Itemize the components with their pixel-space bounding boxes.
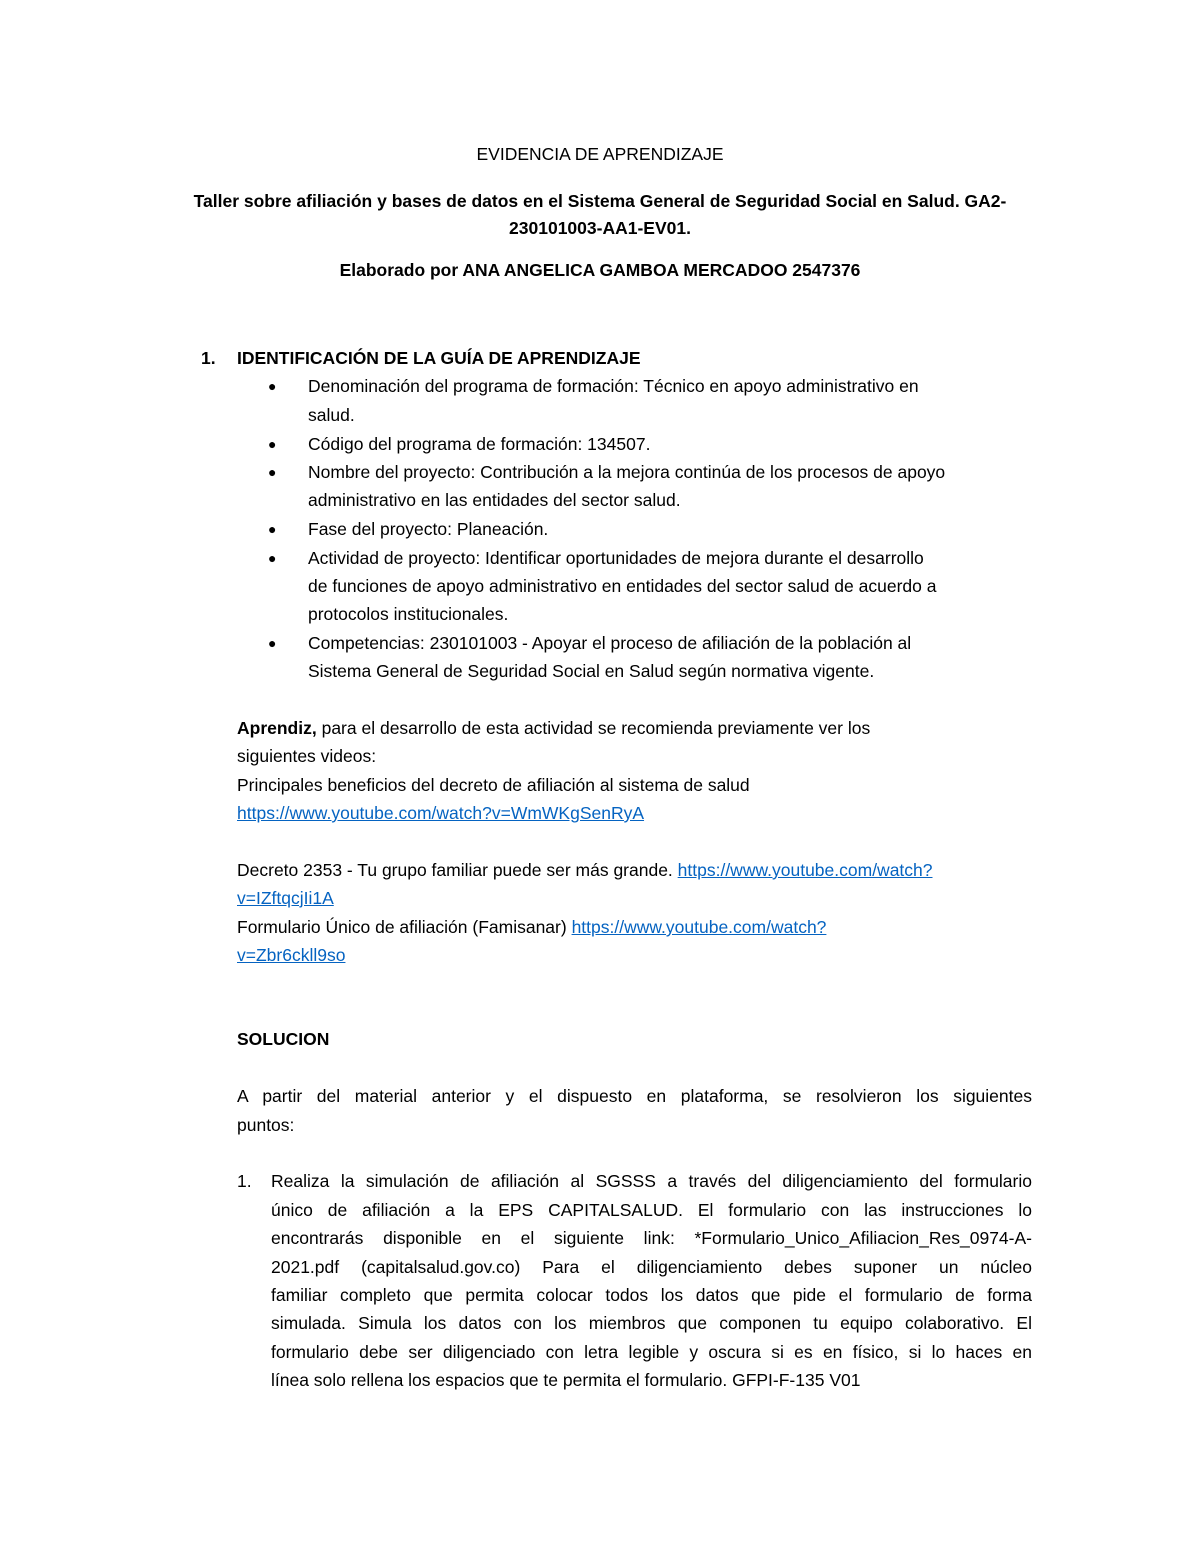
list-item-continuation: salud. <box>308 405 355 425</box>
list-item: Nombre del proyecto: Contribución a la mejora continúa de los procesos de apoyo <box>308 462 946 482</box>
video-1-link[interactable]: https://www.youtube.com/watch?v=WmWKgSenRyA <box>237 803 645 823</box>
list-item-continuation: administrativo en las entidades del sector salud. <box>308 490 681 510</box>
videos-intro-line-2: siguientes videos: <box>237 746 377 766</box>
solution-item-line: encontrarás disponible en el siguiente link: *Formulario_Unico_Afiliacion_Res_0974-A- <box>271 1228 1032 1248</box>
video-1-link-row <box>237 799 644 828</box>
bullet-icon: ● <box>268 521 277 537</box>
bullet-icon: ● <box>268 464 277 480</box>
videos-intro-rest: para el desarrollo de esta actividad se recomienda previamente ver los <box>316 718 871 738</box>
video-3-row <box>237 913 826 942</box>
list-item: Denominación del programa de formación: Técnico en apoyo administrativo en <box>308 376 919 396</box>
solution-item-line: único de afiliación a la EPS CAPITALSALUD. El formulario con las instrucciones lo <box>271 1200 1032 1220</box>
list-item: Competencias: 230101003 - Apoyar el proceso de afiliación de la población al <box>308 633 912 653</box>
list-item: Fase del proyecto: Planeación. <box>308 519 549 539</box>
video-3-link-continuation[interactable]: v=Zbr6ckll9so <box>237 945 346 965</box>
subtitle-line-2: 230101003-AA1-EV01. <box>509 218 691 238</box>
video-2-link[interactable]: https://www.youtube.com/watch? <box>677 860 933 880</box>
list-item: Código del programa de formación: 134507. <box>308 434 651 454</box>
list-item-continuation: de funciones de apoyo administrativo en entidades del sector salud de acuerdo a <box>308 576 937 596</box>
solution-item-line: Realiza la simulación de afiliación al SGSSS a través del diligenciamiento del formulario <box>271 1171 1032 1191</box>
section-1-heading: IDENTIFICACIÓN DE LA GUÍA DE APRENDIZAJE <box>237 348 641 368</box>
solution-intro-line-1: A partir del material anterior y el dispuesto en plataforma, se resolvieron los siguientes <box>237 1086 1032 1106</box>
list-item-continuation: protocolos institucionales. <box>308 604 509 624</box>
solution-intro-line-2: puntos: <box>237 1115 295 1135</box>
list-item: Actividad de proyecto: Identificar oportunidades de mejora durante el desarrollo <box>308 548 924 568</box>
author-line: Elaborado por ANA ANGELICA GAMBOA MERCADOO 2547376 <box>339 260 861 280</box>
video-3-link-row <box>237 941 345 970</box>
bullet-icon: ● <box>268 550 277 566</box>
solution-item-line: familiar completo que permita colocar todos los datos que pide el formulario de forma <box>271 1285 1032 1305</box>
solution-item-line: simulada. Simula los datos con los miembros que componen tu equipo colaborativo. El <box>271 1313 1032 1333</box>
solution-item-last-line: línea solo rellena los espacios que te permita el formulario. GFPI-F-135 V01 <box>271 1370 861 1390</box>
subtitle-line-1: Taller sobre afiliación y bases de datos en el Sistema General de Seguridad Social en Salud. GA2- <box>193 191 1007 211</box>
document-title: EVIDENCIA DE APRENDIZAJE <box>476 144 724 164</box>
video-3-text: Formulario Único de afiliación (Famisanar) <box>237 917 572 937</box>
video-3-link[interactable]: https://www.youtube.com/watch? <box>571 917 827 937</box>
videos-intro <box>237 714 870 743</box>
video-2-link-row <box>237 884 334 913</box>
bullet-icon: ● <box>268 436 277 452</box>
bullet-icon: ● <box>268 378 277 394</box>
solution-heading: SOLUCION <box>237 1029 330 1049</box>
video-2-link-continuation[interactable]: v=IZftqcjIi1A <box>237 888 334 908</box>
section-1-number: 1. <box>201 348 216 368</box>
video-2-row <box>237 856 933 885</box>
bullet-icon: ● <box>268 635 277 651</box>
list-item-continuation: Sistema General de Seguridad Social en Salud según normativa vigente. <box>308 661 875 681</box>
solution-item-number: 1. <box>237 1171 252 1191</box>
video-2-text: Decreto 2353 - Tu grupo familiar puede ser más grande. <box>237 860 678 880</box>
video-1-title: Principales beneficios del decreto de afiliación al sistema de salud <box>237 775 750 795</box>
videos-intro-bold: Aprendiz, <box>237 718 317 738</box>
solution-item-line: 2021.pdf (capitalsalud.gov.co) Para el diligenciamiento debes suponer un núcleo <box>271 1257 1032 1277</box>
solution-item-line: formulario debe ser diligenciado con letra legible y oscura si es en físico, si lo haces en <box>271 1342 1032 1362</box>
